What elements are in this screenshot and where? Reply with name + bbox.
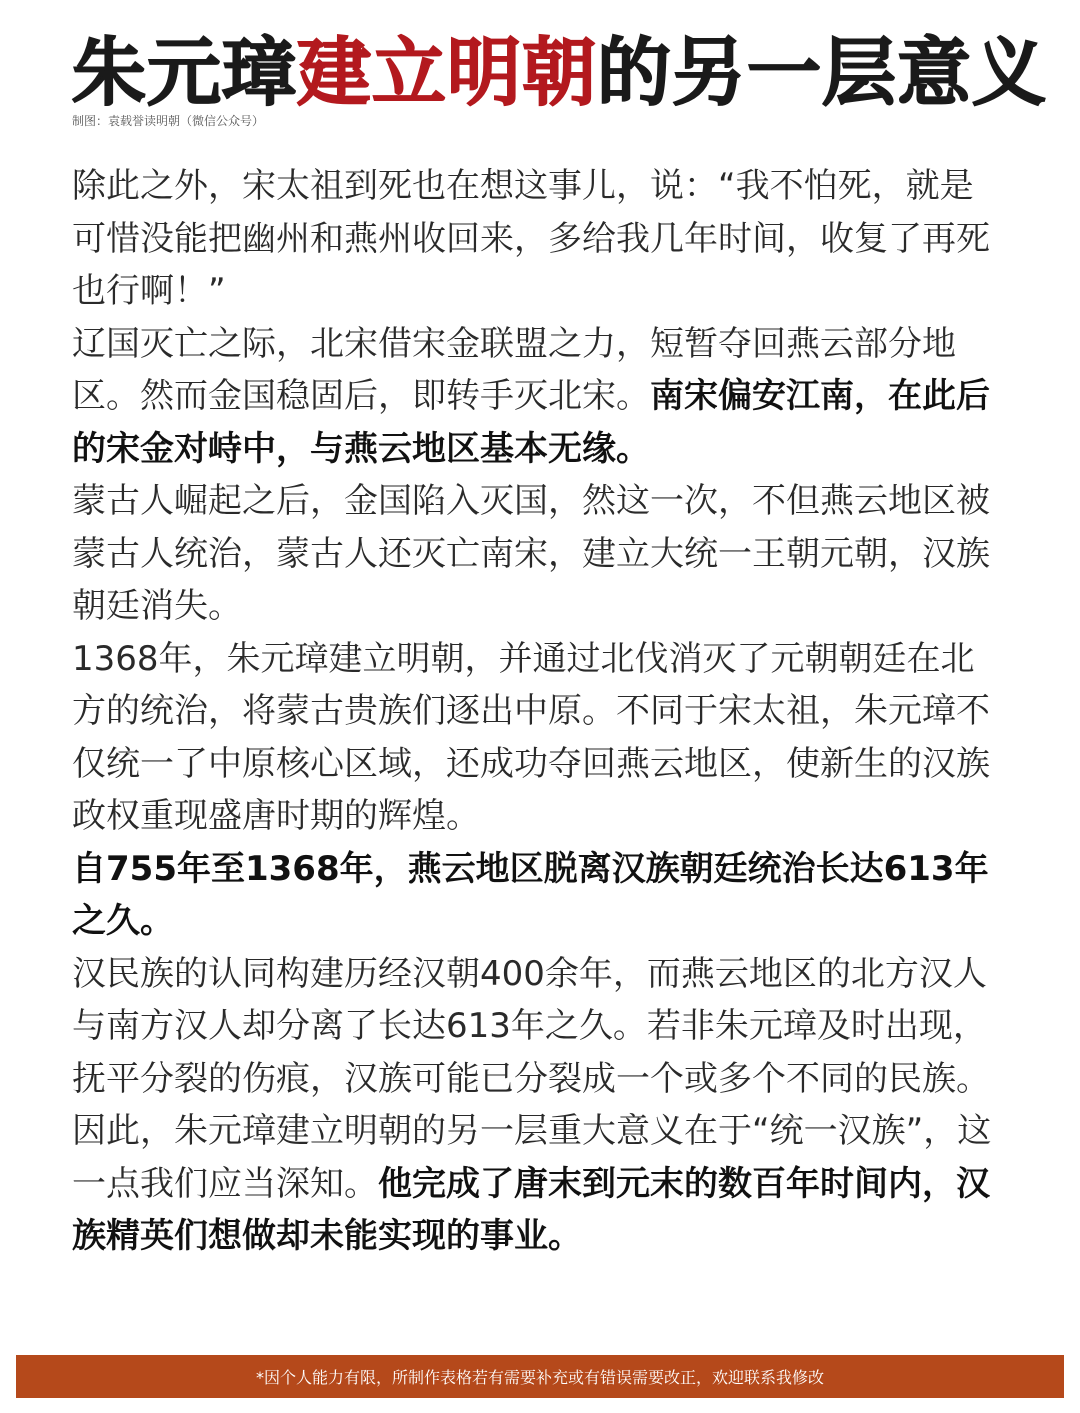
paragraph-1 bbox=[72, 160, 1002, 318]
title-accent: 建立明朝 bbox=[297, 30, 597, 116]
article-body bbox=[72, 160, 1002, 1263]
paragraph-emphasis: 他完成了唐末到元末的数百年时间内，汉族精英们想做却未能实现的事业。 bbox=[72, 1163, 990, 1256]
footer-note: *因个人能力有限，所制作表格若有需要补充或有错误需要改正，欢迎联系我修改 bbox=[255, 1368, 824, 1387]
paragraph-text: 汉民族的认同构建历经汉朝400余年，而燕云地区的北方汉人与南方汉人却分离了长达613年之久。若非朱元璋及时出现，抚平分裂的伤痕，汉族可能已分裂成一个或多个不同的民族。 bbox=[72, 953, 990, 1099]
paragraph-emphasis: 自755年至1368年，燕云地区脱离汉族朝廷统治长达613年之久。 bbox=[72, 848, 989, 941]
paragraph-text: 蒙古人崛起之后，金国陷入灭国，然这一次，不但燕云地区被蒙古人统治，蒙古人还灭亡南宋，建立大统一王朝元朝，汉族朝廷消失。 bbox=[72, 481, 990, 626]
footer-bar bbox=[16, 1355, 1064, 1398]
credit-line: 制图：袁载誉读明朝（微信公众号） bbox=[72, 114, 265, 128]
page-title bbox=[72, 30, 1047, 116]
title-part-2: 的另一层意义 bbox=[597, 30, 1047, 116]
paragraph-5 bbox=[72, 843, 1002, 948]
paragraph-text: 1368年，朱元璋建立明朝，并通过北伐消灭了元朝朝廷在北方的统治，将蒙古贵族们逐出中原。不同于宋太祖，朱元璋不仅统一了中原核心区域，还成功夺回燕云地区，使新生的汉族政权重现盛唐时期的辉煌。 bbox=[72, 638, 990, 836]
paragraph-text: 辽国灭亡之际，北宋借宋金联盟之力，短暂夺回燕云部分地区。然而金国稳固后，即转手灭北宋。 bbox=[72, 323, 956, 416]
paragraph-emphasis: 南宋偏安江南，在此后的宋金对峙中，与燕云地区基本无缘。 bbox=[72, 376, 990, 469]
paragraph-4 bbox=[72, 633, 1002, 843]
paragraph-text: 因此，朱元璋建立明朝的另一层重大意义在于“统一汉族”，这一点我们应当深知。 bbox=[72, 1111, 992, 1204]
title-part-1: 朱元璋 bbox=[72, 30, 297, 116]
paragraph-text: 除此之外，宋太祖到死也在想这事儿，说：“我不怕死，就是可惜没能把幽州和燕州收回来，多给我几年时间，收复了再死也行啊！” bbox=[72, 166, 990, 311]
paragraph-2 bbox=[72, 318, 1002, 476]
paragraph-7 bbox=[72, 1105, 1002, 1263]
paragraph-3 bbox=[72, 475, 1002, 633]
paragraph-6 bbox=[72, 948, 1002, 1106]
